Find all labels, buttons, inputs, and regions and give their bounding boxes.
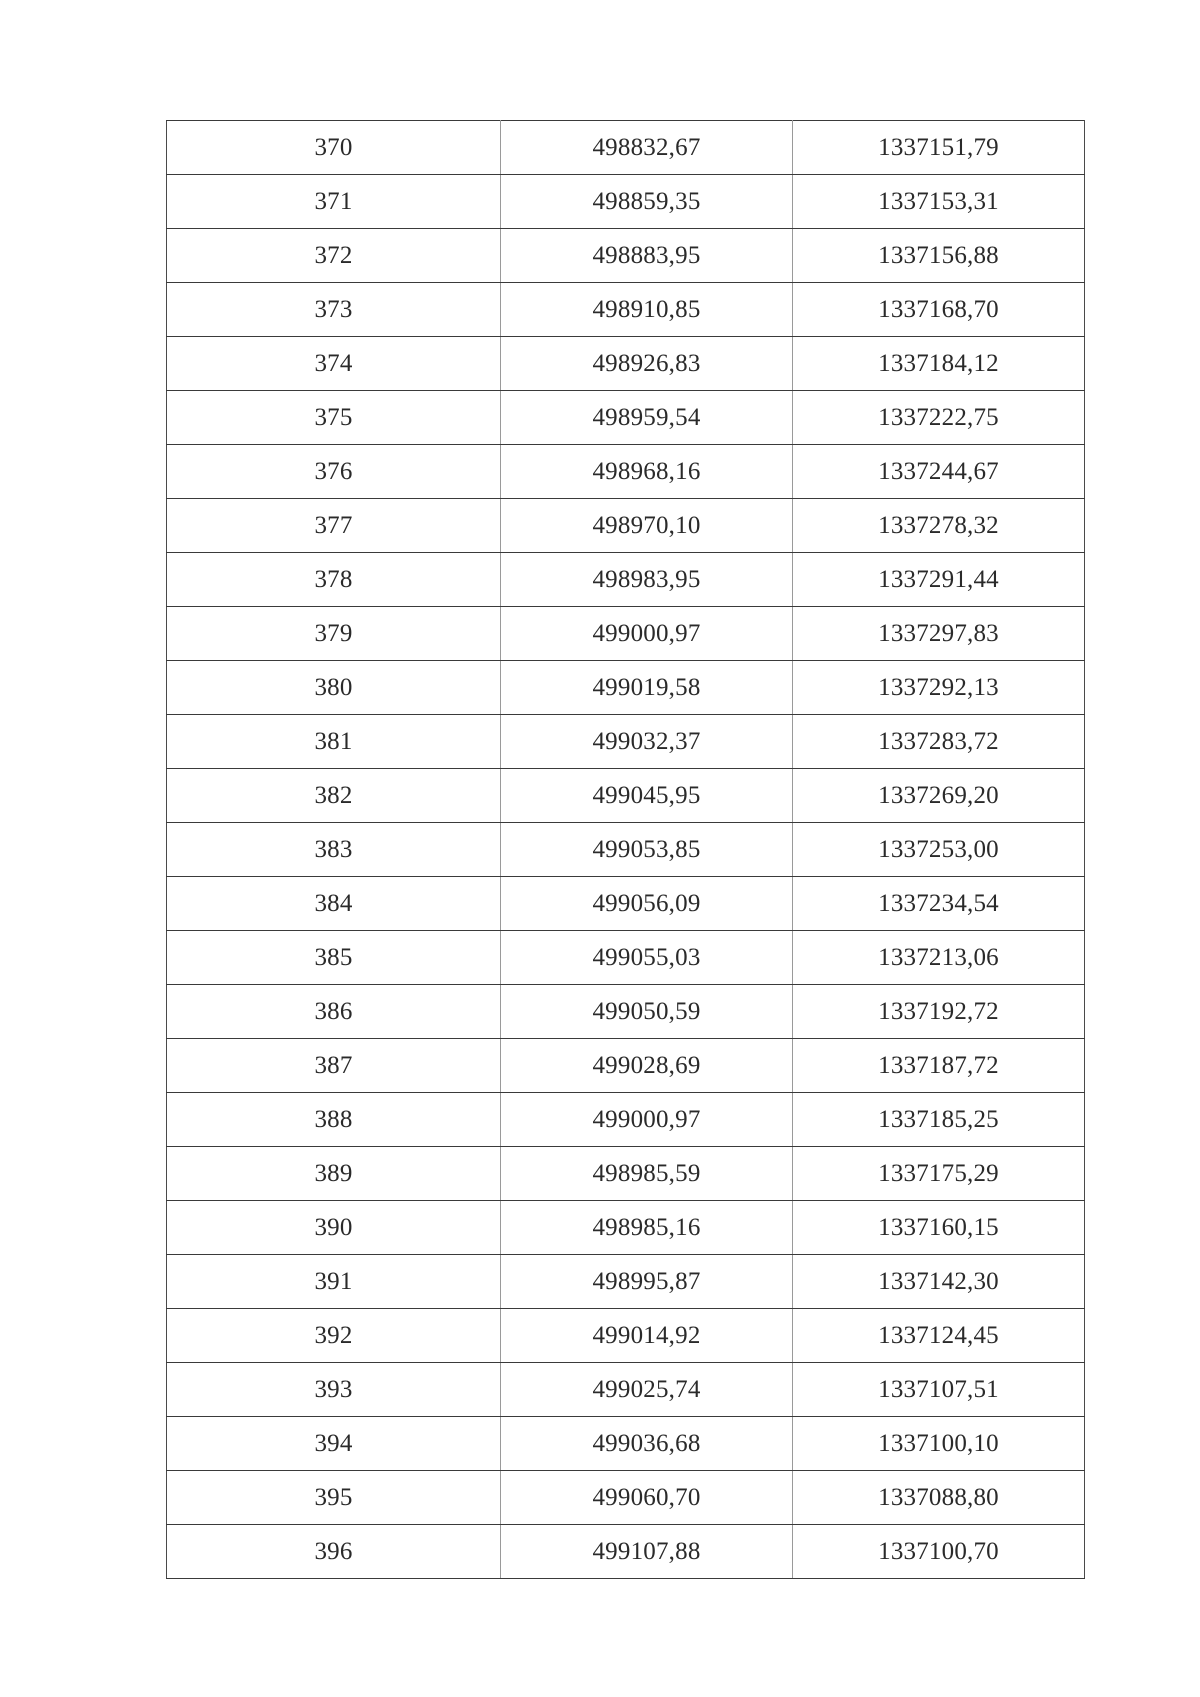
y-coordinate-cell: 1337185,25 [793, 1093, 1085, 1147]
x-coordinate-cell: 498883,95 [501, 229, 793, 283]
table-row [167, 121, 1085, 175]
point-number-cell: 378 [167, 553, 501, 607]
point-number-cell: 382 [167, 769, 501, 823]
point-number-cell: 386 [167, 985, 501, 1039]
point-number-cell: 374 [167, 337, 501, 391]
table-row [167, 1471, 1085, 1525]
y-coordinate-cell: 1337213,06 [793, 931, 1085, 985]
point-number-cell: 376 [167, 445, 501, 499]
x-coordinate-cell: 499045,95 [501, 769, 793, 823]
table-row [167, 229, 1085, 283]
y-coordinate-cell: 1337100,10 [793, 1417, 1085, 1471]
point-number-cell: 383 [167, 823, 501, 877]
y-coordinate-cell: 1337283,72 [793, 715, 1085, 769]
x-coordinate-cell: 498926,83 [501, 337, 793, 391]
table-row [167, 1363, 1085, 1417]
y-coordinate-cell: 1337160,15 [793, 1201, 1085, 1255]
point-number-cell: 395 [167, 1471, 501, 1525]
point-number-cell: 388 [167, 1093, 501, 1147]
table-row [167, 553, 1085, 607]
x-coordinate-cell: 498968,16 [501, 445, 793, 499]
table-row [167, 1417, 1085, 1471]
table-row [167, 877, 1085, 931]
y-coordinate-cell: 1337151,79 [793, 121, 1085, 175]
point-number-cell: 381 [167, 715, 501, 769]
x-coordinate-cell: 499014,92 [501, 1309, 793, 1363]
table-row [167, 283, 1085, 337]
point-number-cell: 390 [167, 1201, 501, 1255]
point-number-cell: 385 [167, 931, 501, 985]
y-coordinate-cell: 1337107,51 [793, 1363, 1085, 1417]
y-coordinate-cell: 1337278,32 [793, 499, 1085, 553]
x-coordinate-cell: 499000,97 [501, 607, 793, 661]
point-number-cell: 377 [167, 499, 501, 553]
table-row [167, 1309, 1085, 1363]
point-number-cell: 373 [167, 283, 501, 337]
x-coordinate-cell: 498959,54 [501, 391, 793, 445]
y-coordinate-cell: 1337184,12 [793, 337, 1085, 391]
x-coordinate-cell: 499056,09 [501, 877, 793, 931]
y-coordinate-cell: 1337297,83 [793, 607, 1085, 661]
y-coordinate-cell: 1337222,75 [793, 391, 1085, 445]
x-coordinate-cell: 498910,85 [501, 283, 793, 337]
table-row [167, 769, 1085, 823]
table-row [167, 1255, 1085, 1309]
point-number-cell: 387 [167, 1039, 501, 1093]
y-coordinate-cell: 1337175,29 [793, 1147, 1085, 1201]
x-coordinate-cell: 499025,74 [501, 1363, 793, 1417]
y-coordinate-cell: 1337142,30 [793, 1255, 1085, 1309]
x-coordinate-cell: 498985,59 [501, 1147, 793, 1201]
table-row [167, 337, 1085, 391]
x-coordinate-cell: 499000,97 [501, 1093, 793, 1147]
point-number-cell: 380 [167, 661, 501, 715]
point-number-cell: 394 [167, 1417, 501, 1471]
y-coordinate-cell: 1337253,00 [793, 823, 1085, 877]
table-row [167, 823, 1085, 877]
table-row [167, 931, 1085, 985]
coordinates-table-body [167, 121, 1085, 1579]
x-coordinate-cell: 499036,68 [501, 1417, 793, 1471]
point-number-cell: 371 [167, 175, 501, 229]
point-number-cell: 396 [167, 1525, 501, 1579]
table-row [167, 1525, 1085, 1579]
point-number-cell: 384 [167, 877, 501, 931]
x-coordinate-cell: 498859,35 [501, 175, 793, 229]
y-coordinate-cell: 1337088,80 [793, 1471, 1085, 1525]
y-coordinate-cell: 1337187,72 [793, 1039, 1085, 1093]
table-row [167, 985, 1085, 1039]
y-coordinate-cell: 1337234,54 [793, 877, 1085, 931]
point-number-cell: 392 [167, 1309, 501, 1363]
y-coordinate-cell: 1337244,67 [793, 445, 1085, 499]
table-row [167, 445, 1085, 499]
table-row [167, 1147, 1085, 1201]
table-row [167, 499, 1085, 553]
table-row [167, 1039, 1085, 1093]
table-row [167, 661, 1085, 715]
table-row [167, 175, 1085, 229]
x-coordinate-cell: 499028,69 [501, 1039, 793, 1093]
x-coordinate-cell: 499019,58 [501, 661, 793, 715]
x-coordinate-cell: 498995,87 [501, 1255, 793, 1309]
coordinates-table [166, 120, 1085, 1579]
x-coordinate-cell: 498983,95 [501, 553, 793, 607]
point-number-cell: 379 [167, 607, 501, 661]
table-row [167, 391, 1085, 445]
y-coordinate-cell: 1337124,45 [793, 1309, 1085, 1363]
table-row [167, 1201, 1085, 1255]
point-number-cell: 393 [167, 1363, 501, 1417]
x-coordinate-cell: 499050,59 [501, 985, 793, 1039]
table-row [167, 1093, 1085, 1147]
point-number-cell: 375 [167, 391, 501, 445]
y-coordinate-cell: 1337192,72 [793, 985, 1085, 1039]
point-number-cell: 372 [167, 229, 501, 283]
x-coordinate-cell: 499055,03 [501, 931, 793, 985]
y-coordinate-cell: 1337100,70 [793, 1525, 1085, 1579]
y-coordinate-cell: 1337156,88 [793, 229, 1085, 283]
x-coordinate-cell: 499107,88 [501, 1525, 793, 1579]
x-coordinate-cell: 499053,85 [501, 823, 793, 877]
y-coordinate-cell: 1337292,13 [793, 661, 1085, 715]
y-coordinate-cell: 1337168,70 [793, 283, 1085, 337]
y-coordinate-cell: 1337269,20 [793, 769, 1085, 823]
table-row [167, 607, 1085, 661]
y-coordinate-cell: 1337291,44 [793, 553, 1085, 607]
point-number-cell: 391 [167, 1255, 501, 1309]
x-coordinate-cell: 499032,37 [501, 715, 793, 769]
point-number-cell: 370 [167, 121, 501, 175]
x-coordinate-cell: 499060,70 [501, 1471, 793, 1525]
table-row [167, 715, 1085, 769]
x-coordinate-cell: 498970,10 [501, 499, 793, 553]
point-number-cell: 389 [167, 1147, 501, 1201]
x-coordinate-cell: 498985,16 [501, 1201, 793, 1255]
x-coordinate-cell: 498832,67 [501, 121, 793, 175]
y-coordinate-cell: 1337153,31 [793, 175, 1085, 229]
